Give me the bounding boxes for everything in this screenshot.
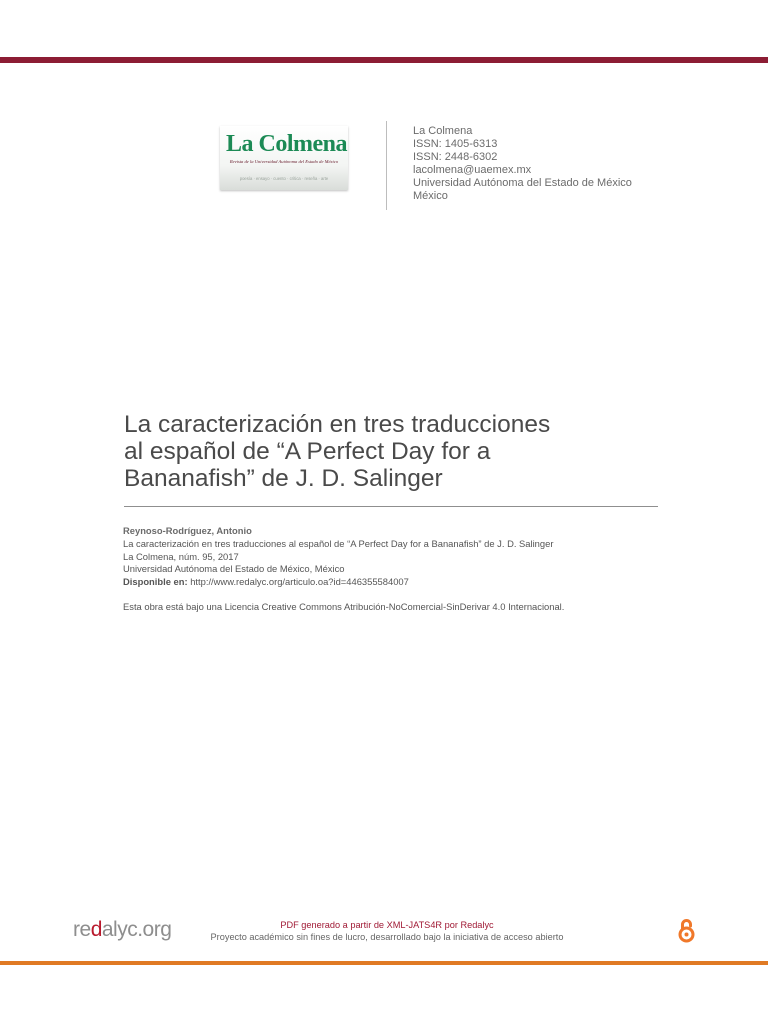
availability-label: Disponible en: <box>123 576 188 588</box>
citation-title: La caracterización en tres traducciones al español de “A Perfect Day for a Bananafish” de J. D. Salinger <box>123 537 554 549</box>
footer-text <box>172 919 602 943</box>
redalyc-logo-part: alyc.org <box>101 918 172 941</box>
article-title <box>124 411 664 492</box>
journal-country: México <box>413 190 448 202</box>
citation-block <box>123 525 553 589</box>
top-accent-bar <box>0 57 768 63</box>
logo-subtitle: Revista de la Universidad Autónoma del Estado de México <box>229 159 339 164</box>
journal-email[interactable]: lacolmena@uaemex.mx <box>413 164 532 176</box>
citation-author: Reynoso-Rodríguez, Antonio <box>123 525 252 536</box>
article-url-link[interactable]: http://www.redalyc.org/articulo.oa?id=446355584007 <box>190 576 409 588</box>
footer-generated-note: PDF generado a partir de XML-JATS4R por Redalyc <box>280 920 494 930</box>
article-title-line: al español de “A Perfect Day for a <box>124 438 491 465</box>
article-title-line: Bananafish” de J. D. Salinger <box>124 465 443 492</box>
issn-online: ISSN: 2448-6302 <box>413 151 498 163</box>
license-text: Esta obra está bajo una Licencia Creative Commons Atribución-NoComercial-SinDerivar 4.0 Internacional. <box>123 601 565 612</box>
citation-availability <box>123 576 553 589</box>
redalyc-logo-part: re <box>73 918 91 941</box>
logo-strip: poesía · ensayo · cuento · crítica · reseña · arte <box>239 176 329 181</box>
redalyc-logo-accent: d <box>90 918 102 941</box>
footer-project-note: Proyecto académico sin fines de lucro, desarrollado bajo la iniciativa de acceso abierto <box>210 932 564 942</box>
journal-logo <box>220 126 348 190</box>
article-title-line: La caracterización en tres traducciones <box>124 411 551 438</box>
redalyc-logo[interactable] <box>73 917 171 943</box>
title-divider <box>124 506 658 507</box>
logo-title: La Colmena <box>226 131 347 157</box>
journal-name: La Colmena <box>413 125 473 137</box>
citation-publisher: Universidad Autónoma del Estado de México, México <box>123 563 345 575</box>
issn-print: ISSN: 1405-6313 <box>413 138 498 150</box>
journal-info <box>413 125 632 203</box>
open-access-icon[interactable] <box>677 917 696 943</box>
journal-institution: Universidad Autónoma del Estado de México <box>413 177 632 189</box>
citation-issue: La Colmena, núm. 95, 2017 <box>123 550 239 562</box>
bottom-accent-bar <box>0 961 768 965</box>
header-divider <box>386 121 387 210</box>
